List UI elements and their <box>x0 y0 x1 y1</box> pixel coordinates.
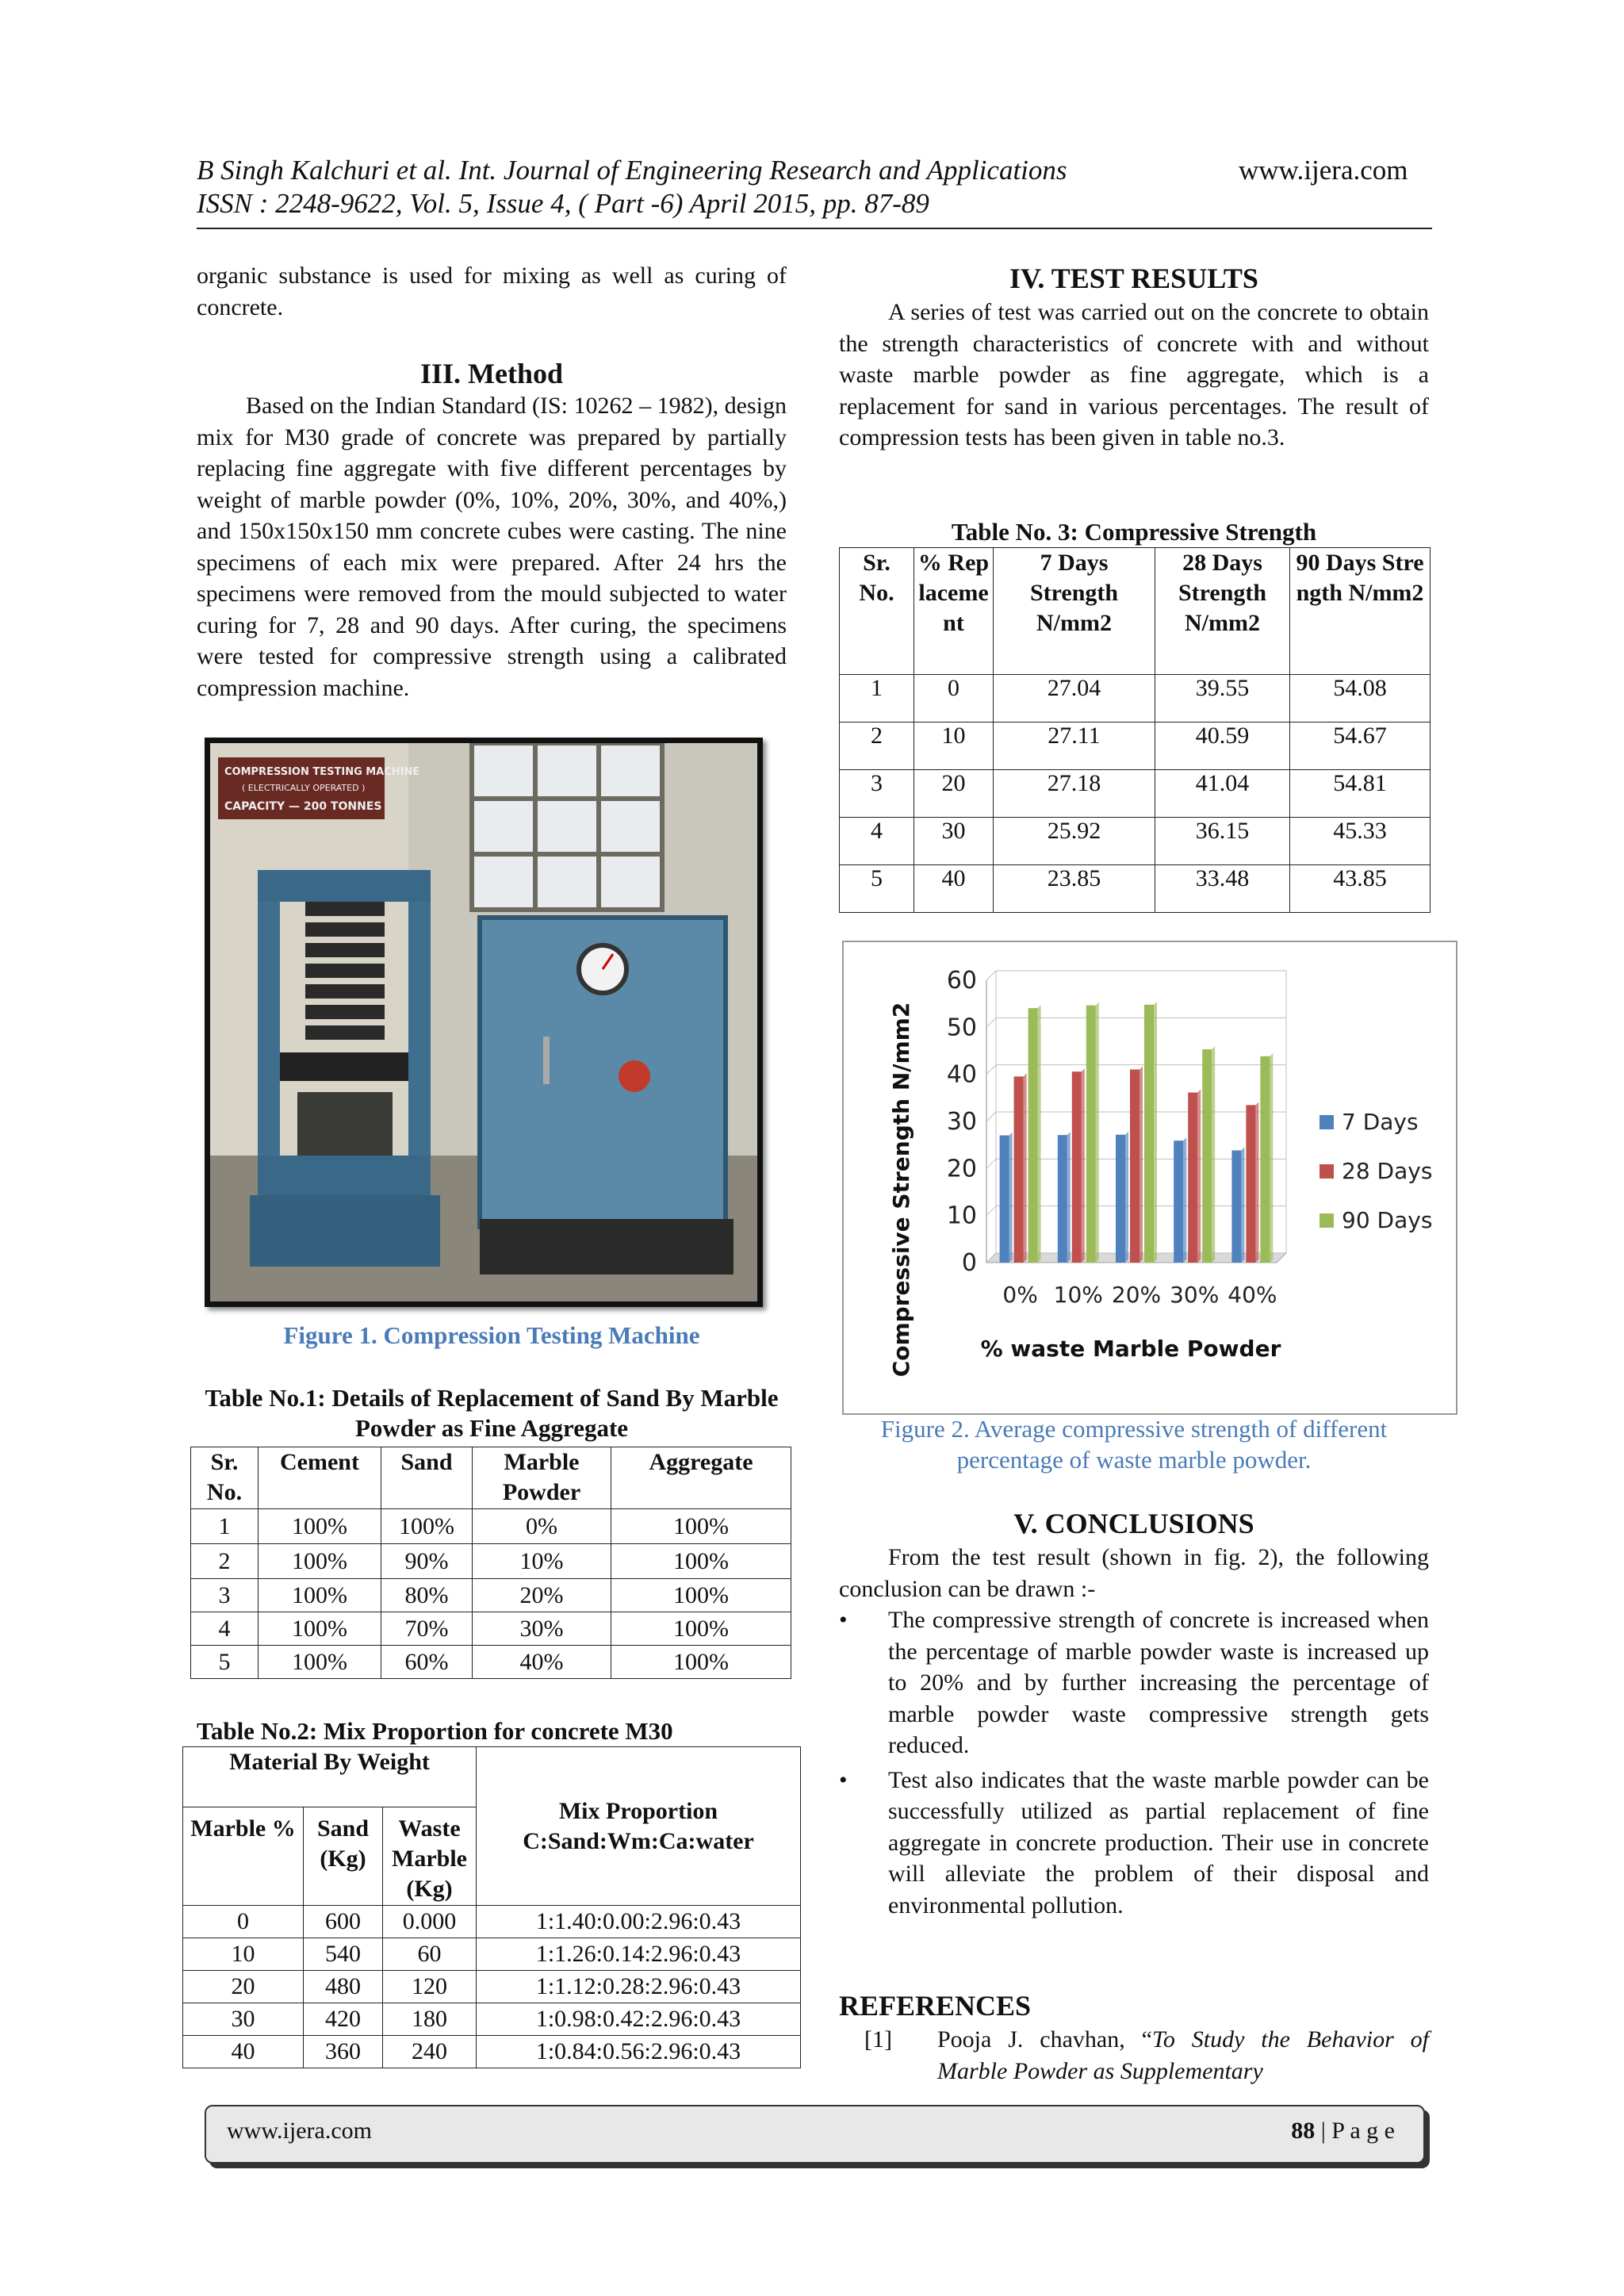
strength-bar-chart <box>844 942 1456 1413</box>
bar-90-days-3 <box>1202 1049 1212 1263</box>
method-heading: III. Method <box>419 358 564 389</box>
results-paragraph: A series of test was carried out on the concrete to obtain the strength characteristics of concrete with and without waste marble powder as fine aggregate, which is a replacement for sand in various percentages. The result of compression tests has been given in table no.3. <box>839 299 1429 450</box>
figure1-frame <box>205 738 763 1307</box>
ref1-authors: Pooja J. chavhan, “ <box>937 2026 1152 2053</box>
table-cell: 10% <box>473 1544 611 1579</box>
table-row <box>191 1544 791 1579</box>
x-tick-label: 20% <box>1111 1282 1162 1308</box>
table-cell: 1:1.12:0.28:2.96:0.43 <box>477 1971 801 2003</box>
table-cell: 40.59 <box>1155 723 1290 770</box>
x-tick-label: 30% <box>1170 1282 1220 1308</box>
table-row <box>191 1579 791 1612</box>
bar-28-days-2 <box>1130 1069 1139 1263</box>
table-cell: 180 <box>383 2003 477 2036</box>
legend-label: 90 Days <box>1342 1207 1433 1233</box>
header-website[interactable]: www.ijera.com <box>1239 155 1408 186</box>
table-cell: 1 <box>840 675 914 723</box>
table-cell: 60 <box>383 1938 477 1971</box>
table-cell: 100% <box>259 1509 381 1544</box>
list-item: • Test also indicates that the waste marble powder can be successfully utilized as partial replacement of fine aggregate in concrete production. Their use in concrete will alleviate the problem of their disposal and environmental pollution. <box>839 1765 1429 1922</box>
results-heading: IV. TEST RESULTS <box>1009 263 1258 294</box>
table-cell: 30% <box>473 1612 611 1646</box>
table-cell: 420 <box>304 2003 383 2036</box>
bar-side <box>1139 1066 1143 1263</box>
table-cell: 100% <box>259 1544 381 1579</box>
table-row <box>183 2036 801 2068</box>
y-tick-label: 60 <box>946 967 977 995</box>
table-row <box>840 770 1431 818</box>
table-cell: 360 <box>304 2036 383 2068</box>
table-cell: 33.48 <box>1155 865 1290 913</box>
legend-swatch <box>1320 1213 1334 1228</box>
method-section <box>197 390 787 703</box>
results-section <box>839 297 1429 454</box>
table-cell: 40 <box>183 2036 304 2068</box>
figure2-frame <box>842 941 1457 1415</box>
table-cell: 1:0.84:0.56:2.96:0.43 <box>477 2036 801 2068</box>
table-cell: 0% <box>473 1509 611 1544</box>
table-row <box>183 1971 801 2003</box>
table-cell: 70% <box>381 1612 473 1646</box>
table-cell: 540 <box>304 1938 383 1971</box>
t1-h-aggregate: Aggregate <box>611 1447 791 1509</box>
table-cell: 23.85 <box>994 865 1155 913</box>
t1-h-srno: Sr. No. <box>191 1447 259 1509</box>
y-tick-label: 20 <box>946 1155 977 1183</box>
t3-h-srno: Sr. No. <box>840 548 914 675</box>
references-heading: REFERENCES <box>839 1990 1032 2022</box>
t2-h-material: Material By Weight <box>183 1747 477 1807</box>
bar-28-days-1 <box>1072 1071 1082 1263</box>
bar-side <box>1096 1002 1099 1263</box>
table2-caption: Table No.2: Mix Proportion for concrete M30 <box>197 1717 673 1745</box>
table-cell: 100% <box>259 1612 381 1646</box>
compression-machine-photo <box>210 743 757 1301</box>
t2-h-mix: Mix Proportion C:Sand:Wm:Ca:water <box>477 1747 801 1906</box>
x-axis-title: % waste Marble Powder <box>980 1336 1281 1362</box>
table-cell: 39.55 <box>1155 675 1290 723</box>
x-tick-label: 0% <box>1002 1282 1038 1308</box>
ref1-number: [1] <box>864 2026 892 2053</box>
table1 <box>190 1447 791 1679</box>
table-cell: 60% <box>381 1646 473 1679</box>
table3-header-row <box>840 548 1431 675</box>
table-cell: 5 <box>191 1646 259 1679</box>
conclusions-section <box>839 1542 1429 1924</box>
table-cell: 27.11 <box>994 723 1155 770</box>
footer-page <box>1291 2118 1395 2145</box>
table-row <box>840 675 1431 723</box>
legend-label: 28 Days <box>1342 1158 1433 1184</box>
bar-side <box>1024 1073 1027 1263</box>
bar-side <box>1082 1068 1085 1263</box>
table-cell: 3 <box>191 1579 259 1612</box>
table-cell: 3 <box>840 770 914 818</box>
table-cell: 100% <box>259 1646 381 1679</box>
table-cell: 100% <box>381 1509 473 1544</box>
method-paragraph: Based on the Indian Standard (IS: 10262 – 1982), design mix for M30 grade of concrete was prepared by partially replacing fine aggregate with five different percentages by weight of marble powder (0%, 10%, 20%, 30%, and 40%,) and 150x150x150 mm concrete cubes were casting. The nine specimens of each mix were prepared. After 24 hrs the specimens were removed from the mould subjected to water curing for 7, 28 and 90 days. After curing, the specimens were tested for compressive strength using a calibrated compression machine. <box>197 393 787 701</box>
bar-28-days-4 <box>1246 1105 1255 1263</box>
table-cell: 100% <box>611 1544 791 1579</box>
t3-h-28days: 28 Days Strength N/mm2 <box>1155 548 1290 675</box>
gridline-diagonal <box>986 971 996 980</box>
table-cell: 54.08 <box>1290 675 1431 723</box>
bar-90-days-2 <box>1144 1005 1154 1263</box>
table-cell: 240 <box>383 2036 477 2068</box>
bar-side <box>1125 1132 1128 1263</box>
table-row <box>840 865 1431 913</box>
sign-line-3: CAPACITY — 200 TONNES <box>224 800 382 813</box>
table-cell: 1:1.40:0.00:2.96:0.43 <box>477 1906 801 1938</box>
table-cell: 27.18 <box>994 770 1155 818</box>
bar-90-days-4 <box>1260 1056 1270 1263</box>
table-cell: 0 <box>183 1906 304 1938</box>
table-cell: 100% <box>611 1579 791 1612</box>
table-row <box>840 818 1431 865</box>
gridline-diagonal <box>986 1065 996 1075</box>
table-cell: 100% <box>611 1509 791 1544</box>
table-cell: 100% <box>611 1646 791 1679</box>
table-cell: 1:1.26:0.14:2.96:0.43 <box>477 1938 801 1971</box>
figure1-caption: Figure 1. Compression Testing Machine <box>283 1321 700 1349</box>
table-cell: 4 <box>191 1612 259 1646</box>
page-number: 88 <box>1291 2118 1316 2144</box>
table-cell: 30 <box>183 2003 304 2036</box>
bar-side <box>1255 1102 1258 1263</box>
t2-h-marble: Marble % <box>183 1807 304 1906</box>
conclusions-intro: From the test result (shown in fig. 2), the following conclusion can be drawn :- <box>839 1544 1429 1602</box>
ref1-title: To Study the Behavior of Marble Powder as Supplementary <box>937 2026 1429 2084</box>
bar-side <box>1197 1090 1201 1263</box>
bar-side <box>1241 1147 1244 1263</box>
table-cell: 90% <box>381 1544 473 1579</box>
table-cell: 54.81 <box>1290 770 1431 818</box>
table-cell: 2 <box>840 723 914 770</box>
table-cell: 41.04 <box>1155 770 1290 818</box>
bar-7-days-1 <box>1058 1135 1067 1263</box>
bar-side <box>1038 1005 1041 1263</box>
table1-header-row <box>191 1447 791 1509</box>
x-tick-label: 40% <box>1228 1282 1277 1308</box>
ref1-text <box>937 2024 1429 2087</box>
table-cell: 25.92 <box>994 818 1155 865</box>
t2-h-sand: Sand (Kg) <box>304 1807 383 1906</box>
page-label: | P a g e <box>1315 2118 1395 2144</box>
t1-h-sand: Sand <box>381 1447 473 1509</box>
legend-label: 7 Days <box>1342 1109 1419 1135</box>
y-tick-label: 0 <box>961 1249 977 1277</box>
bar-90-days-1 <box>1086 1006 1096 1263</box>
bar-28-days-3 <box>1188 1093 1197 1263</box>
intro-paragraph: organic substance is used for mixing as well as curing of concrete. <box>197 263 787 320</box>
table-cell: 43.85 <box>1290 865 1431 913</box>
t1-h-cement: Cement <box>259 1447 381 1509</box>
table-row <box>183 1906 801 1938</box>
footer-website[interactable]: www.ijera.com <box>227 2118 372 2144</box>
table-cell: 1:0.98:0.42:2.96:0.43 <box>477 2003 801 2036</box>
table-cell: 80% <box>381 1579 473 1612</box>
t3-h-7days: 7 Days Strength N/mm2 <box>994 548 1155 675</box>
bar-28-days-0 <box>1014 1076 1024 1263</box>
issn-line: ISSN : 2248-9622, Vol. 5, Issue 4, ( Part -6) April 2015, pp. 87-89 <box>197 188 929 219</box>
x-tick-label: 10% <box>1053 1282 1103 1308</box>
gridline-diagonal <box>986 1206 996 1216</box>
y-tick-label: 10 <box>946 1202 977 1230</box>
t2-h-waste: Waste Marble (Kg) <box>383 1807 477 1906</box>
y-tick-label: 50 <box>946 1014 977 1042</box>
table-row <box>191 1612 791 1646</box>
table-cell: 36.15 <box>1155 818 1290 865</box>
table-cell: 100% <box>611 1612 791 1646</box>
table-cell: 27.04 <box>994 675 1155 723</box>
y-tick-label: 30 <box>946 1108 977 1136</box>
table-row <box>191 1509 791 1544</box>
journal-title: B Singh Kalchuri et al. Int. Journal of Engineering Research and Applications <box>197 155 1067 186</box>
table-cell: 0.000 <box>383 1906 477 1938</box>
legend-swatch <box>1320 1164 1334 1179</box>
gridline-diagonal <box>986 1018 996 1027</box>
y-tick-label: 40 <box>946 1060 977 1089</box>
table-cell: 10 <box>914 723 994 770</box>
table3-caption: Table No. 3: Compressive Strength <box>951 518 1317 546</box>
bar-7-days-4 <box>1231 1150 1241 1263</box>
list-item: • The compressive strength of concrete is increased when the percentage of marble powder waste is increased up to 20% and by further increasing the percentage of marble powder waste compressive strength gets reduced. <box>839 1604 1429 1761</box>
bar-side <box>1009 1133 1013 1263</box>
figure2-caption <box>839 1413 1429 1475</box>
bar-side <box>1212 1046 1215 1263</box>
bar-7-days-0 <box>1000 1136 1009 1263</box>
sign-line-2: ( ELECTRICALLY OPERATED ) <box>242 783 366 793</box>
table1-caption: Table No.1: Details of Replacement of Sand By Marble Powder as Fine Aggregate <box>205 1384 779 1442</box>
table-cell: 5 <box>840 865 914 913</box>
conclusions-list <box>839 1604 1429 1921</box>
table-cell: 1 <box>191 1509 259 1544</box>
table-cell: 20 <box>183 1971 304 2003</box>
t3-h-replacement: % Replacement <box>914 548 994 675</box>
table-cell: 600 <box>304 1906 383 1938</box>
table-cell: 100% <box>259 1579 381 1612</box>
table2-group-row <box>183 1747 801 1807</box>
table-row <box>840 723 1431 770</box>
table-row <box>183 2003 801 2036</box>
header-rule <box>197 228 1432 229</box>
gridline-diagonal <box>986 1112 996 1121</box>
table-cell: 4 <box>840 818 914 865</box>
bar-side <box>1154 1002 1157 1263</box>
bar-7-days-3 <box>1174 1140 1183 1263</box>
table-cell: 10 <box>183 1938 304 1971</box>
table-row <box>183 1938 801 1971</box>
table-cell: 120 <box>383 1971 477 2003</box>
gridline-diagonal <box>986 1159 996 1168</box>
y-axis-title: Compressive Strength N/mm2 <box>888 1002 914 1378</box>
table-cell: 20% <box>473 1579 611 1612</box>
bar-7-days-2 <box>1116 1135 1125 1263</box>
table-cell: 54.67 <box>1290 723 1431 770</box>
bar-side <box>1270 1053 1273 1263</box>
t3-h-90days: 90 Days Strength N/mm2 <box>1290 548 1431 675</box>
bar-side <box>1183 1137 1186 1263</box>
page-footer <box>205 2105 1425 2164</box>
conclusions-heading: V. CONCLUSIONS <box>1013 1508 1254 1539</box>
sign-line-1: COMPRESSION TESTING MACHINE <box>224 766 420 778</box>
bar-side <box>1067 1132 1071 1263</box>
bar-90-days-0 <box>1028 1008 1038 1263</box>
table-cell: 40 <box>914 865 994 913</box>
table-row <box>191 1646 791 1679</box>
legend-swatch <box>1320 1115 1334 1129</box>
table-cell: 2 <box>191 1544 259 1579</box>
t1-h-marble: Marble Powder <box>473 1447 611 1509</box>
table-cell: 20 <box>914 770 994 818</box>
figure2-caption-text: Figure 2. Average compressive strength of different percentage of waste marble powder. <box>880 1415 1388 1474</box>
table-cell: 45.33 <box>1290 818 1431 865</box>
table-cell: 480 <box>304 1971 383 2003</box>
table3 <box>839 547 1431 913</box>
table-cell: 30 <box>914 818 994 865</box>
table-cell: 40% <box>473 1646 611 1679</box>
table2 <box>182 1746 801 2068</box>
table-cell: 0 <box>914 675 994 723</box>
